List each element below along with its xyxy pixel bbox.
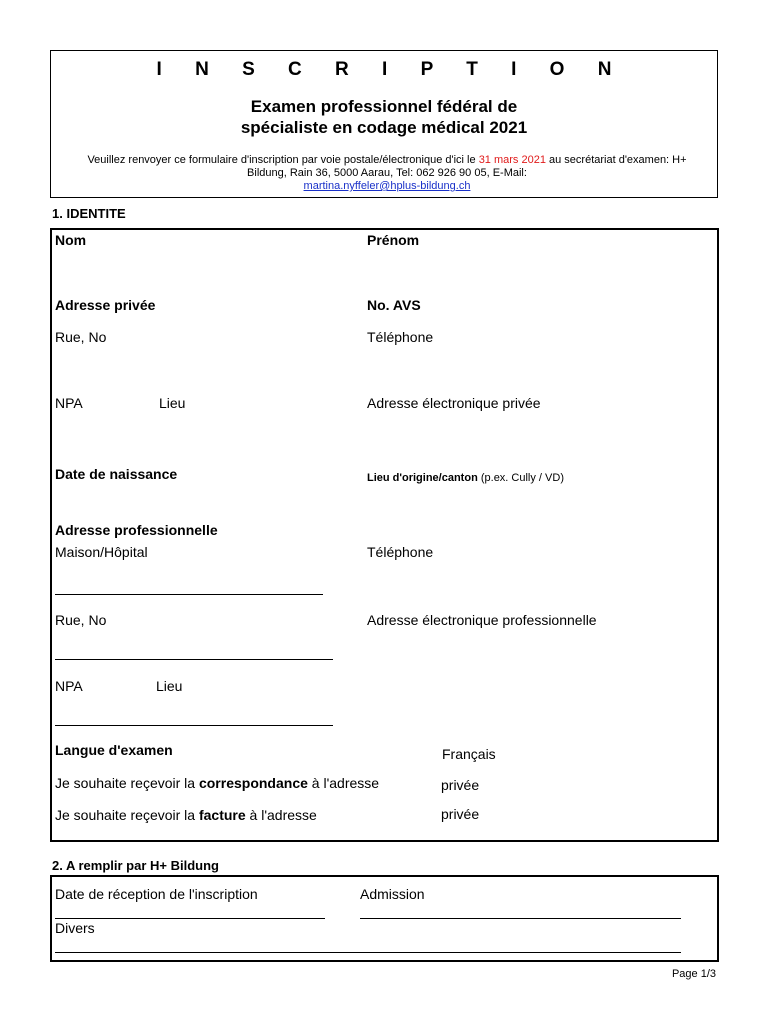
facture-label (55, 807, 317, 823)
rue-no-pro-input-line[interactable] (55, 659, 333, 660)
facture-suffix: à l'adresse (245, 807, 317, 823)
correspondance-prefix: Je souhaite reçevoir la (55, 775, 199, 791)
instructions-text-2: au secrétariat d'examen: H+ Bildung, Rain 36, 5000 Aarau, Tel: 062 926 90 05, E-Mail: (247, 154, 687, 179)
exam-title (51, 96, 717, 138)
exam-title-line2: spécialiste en codage médical 2021 (240, 118, 528, 137)
section-identite-title: 1. IDENTITE (52, 206, 126, 221)
lieu-origine-text: Lieu d'origine/canton (367, 472, 478, 484)
facture-value[interactable]: privée (441, 806, 480, 822)
lieu-origine-label (367, 468, 564, 484)
facture-bold: facture (198, 807, 246, 823)
divers-label: Divers (55, 920, 95, 936)
admission-input-line[interactable] (360, 918, 681, 919)
correspondance-suffix: à l'adresse (307, 775, 380, 791)
email-pro-label: Adresse électronique professionnelle (367, 612, 597, 628)
instructions-text-1: Veuillez renvoyer ce formulaire d'inscription par voie postale/électronique d'ici le (87, 154, 479, 166)
prenom-label: Prénom (367, 232, 420, 248)
npa-lieu-pro-input-line[interactable] (55, 725, 333, 726)
correspondance-label (55, 775, 379, 791)
no-avs-label: No. AVS (367, 297, 421, 313)
npa-label: NPA (55, 395, 83, 411)
facture-prefix: Je souhaite reçevoir la (55, 807, 199, 823)
telephone-label: Téléphone (367, 329, 434, 345)
form-header (50, 50, 718, 198)
adresse-privee-heading: Adresse privée (55, 297, 156, 313)
rue-no-pro-label: Rue, No (55, 612, 107, 628)
npa-pro-label: NPA (55, 678, 83, 694)
rue-no-label: Rue, No (55, 329, 107, 345)
telephone-pro-label: Téléphone (367, 544, 434, 560)
deadline-date: 31 mars 2021 (478, 154, 546, 166)
lieu-label: Lieu (159, 395, 186, 411)
divers-input-line[interactable] (55, 952, 681, 953)
correspondance-bold: correspondance (198, 775, 308, 791)
lieu-pro-label: Lieu (156, 678, 183, 694)
form-title: I N S C R I P T I O N (156, 59, 626, 80)
exam-title-line1: Examen professionnel fédéral de (250, 97, 518, 116)
date-reception-input-line[interactable] (55, 918, 325, 919)
maison-hopital-input-line[interactable] (55, 594, 323, 595)
langue-examen-label: Langue d'examen (55, 742, 173, 758)
admission-label: Admission (360, 886, 425, 902)
section-hplus-title: 2. A remplir par H+ Bildung (52, 858, 219, 873)
page-number: Page 1/3 (671, 968, 716, 980)
contact-email-link[interactable]: martina.nyffeler@hplus-bildung.ch (303, 180, 471, 192)
nom-label: Nom (55, 232, 87, 248)
langue-examen-value[interactable]: Français (442, 746, 496, 762)
lieu-origine-hint: (p.ex. Cully / VD) (477, 472, 564, 484)
date-naissance-label: Date de naissance (55, 466, 178, 482)
email-prive-label: Adresse électronique privée (367, 395, 541, 411)
date-reception-label: Date de réception de l'inscription (55, 886, 258, 902)
maison-hopital-label: Maison/Hôpital (55, 544, 148, 560)
correspondance-value[interactable]: privée (441, 777, 480, 793)
instructions (71, 154, 703, 193)
adresse-pro-heading: Adresse professionnelle (55, 522, 218, 538)
